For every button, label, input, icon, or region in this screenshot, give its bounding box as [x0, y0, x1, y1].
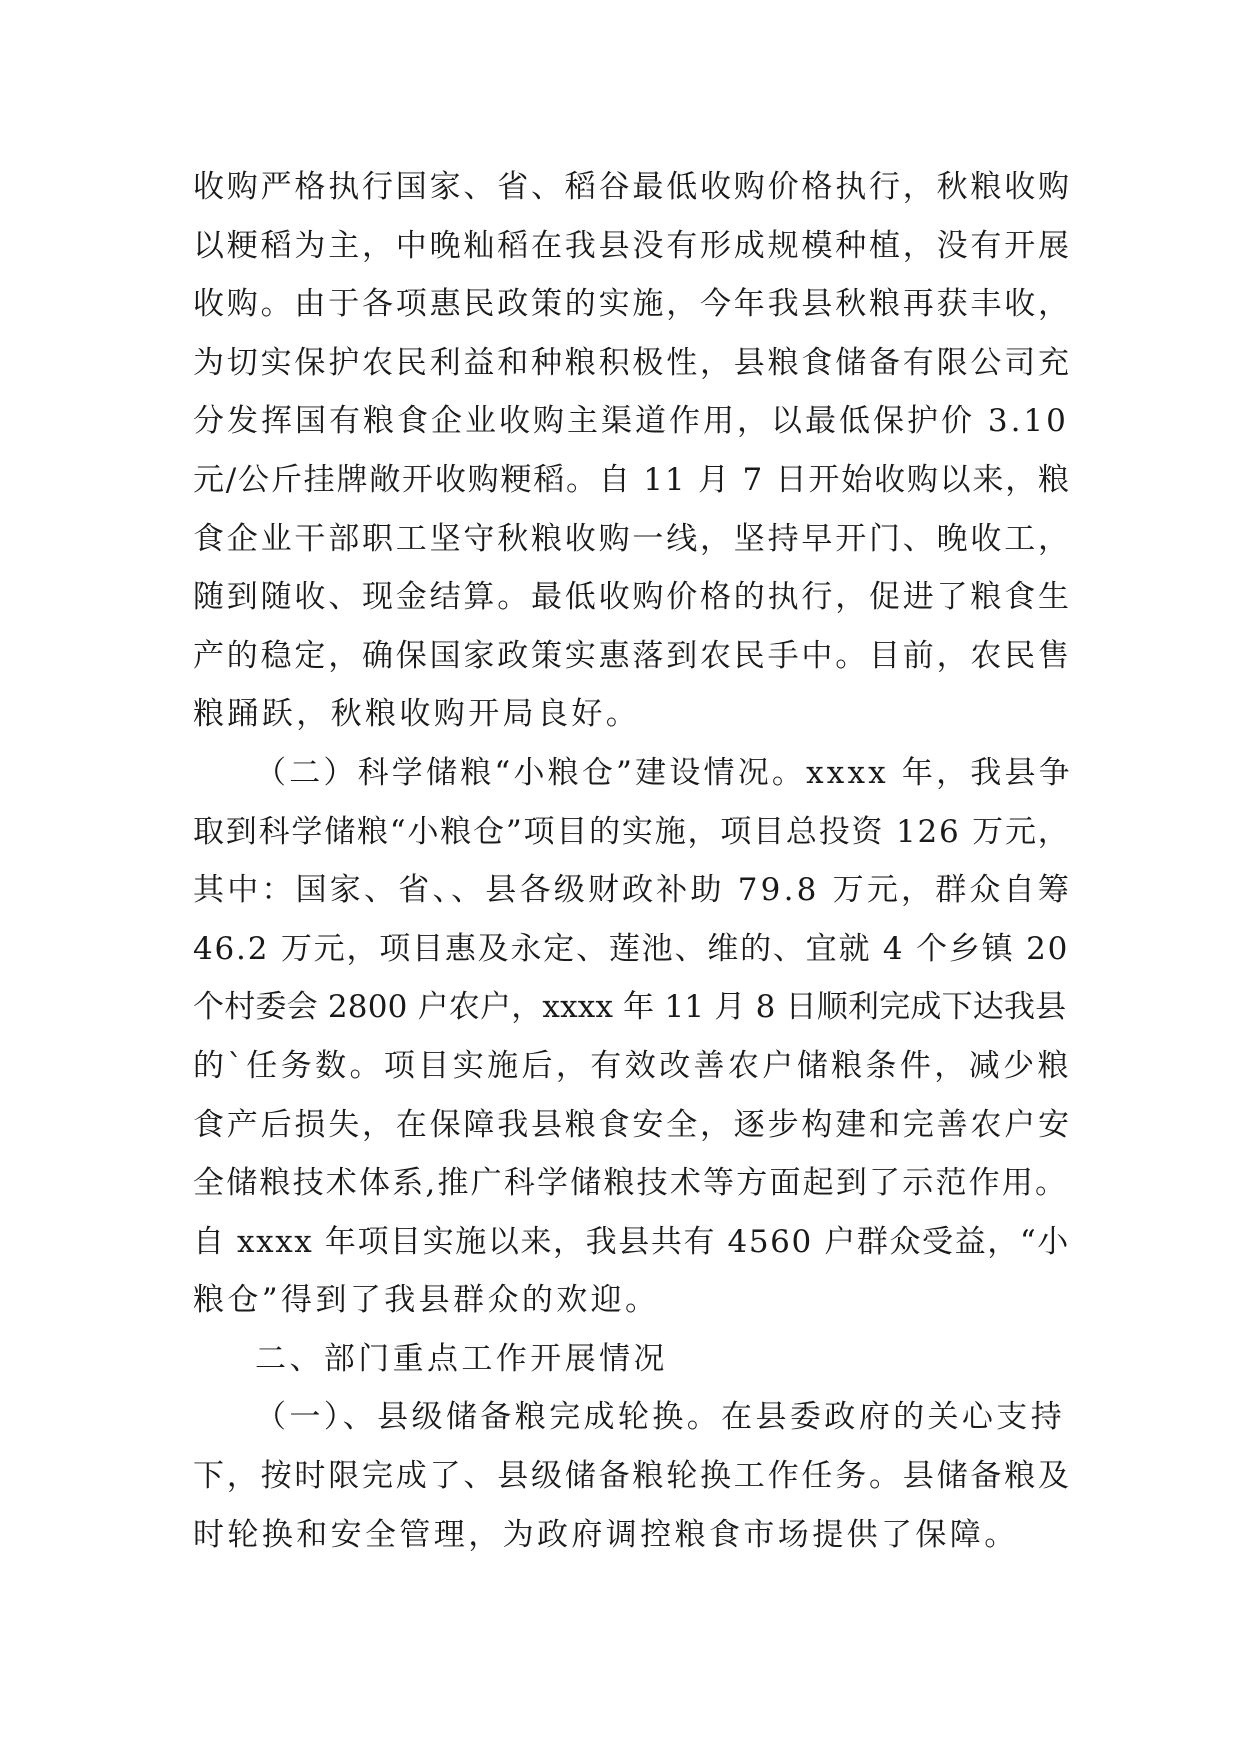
text-line: 产的稳定，确保国家政策实惠落到农民手中。目前，农民售 [193, 637, 1072, 674]
text-line: 粮踊跃，秋粮收购开局良好。 [193, 696, 641, 733]
document-body [193, 158, 1073, 1564]
text-line: 时轮换和安全管理，为政府调控粮食市场提供了保障。 [193, 1516, 1019, 1553]
text-line: 食企业干部职工坚守秋粮收购一线，坚持早开门、晚收工， [193, 520, 1072, 557]
text-line: 全储粮技术体系,推广科学储粮技术等方面起到了示范作用。 [193, 1165, 1069, 1202]
text-line: （二）科学储粮“小粮仓”建设情况。xxxx 年，我县争 [255, 754, 1073, 791]
text-line: 的`任务数。项目实施后，有效改善农户储粮条件，减少粮 [193, 1047, 1072, 1084]
text-line: 随到随收、现金结算。最低收购价格的执行，促进了粮食生 [193, 579, 1072, 616]
text-line: 以粳稻为主，中晚籼稻在我县没有形成规模种植，没有开展 [193, 227, 1072, 264]
text-line: 粮仓”得到了我县群众的欢迎。 [193, 1282, 660, 1319]
text-line: 收购。由于各项惠民政策的实施，今年我县秋粮再获丰收， [193, 286, 1072, 323]
text-line: 取到科学储粮“小粮仓”项目的实施，项目总投资 126 万元， [193, 813, 1071, 850]
text-line: 为切实保护农民利益和种粮积极性，县粮食储备有限公司充 [193, 344, 1072, 381]
text-line: 其中：国家、省、、县各级财政补助 79.8 万元，群众自筹 [193, 872, 1073, 909]
text-line: 元/公斤挂牌敞开收购粳稻。自 11 月 7 日开始收购以来，粮 [193, 461, 1071, 498]
text-line: 食产后损失，在保障我县粮食安全，逐步构建和完善农户安 [193, 1106, 1072, 1143]
text-line: 自 xxxx 年项目实施以来，我县共有 4560 户群众受益，“小 [193, 1223, 1070, 1260]
text-line: （一）、县级储备粮完成轮换。在县委政府的关心支持 [255, 1399, 1066, 1436]
text-line: 二、部门重点工作开展情况 [255, 1340, 668, 1377]
text-line: 46.2 万元，项目惠及永定、莲池、维的、宜就 4 个乡镇 20 [193, 930, 1070, 967]
text-line: 收购严格执行国家、省、稻谷最低收购价格执行，秋粮收购 [193, 169, 1072, 205]
text-line: 下，按时限完成了、县级储备粮轮换工作任务。县储备粮及 [193, 1458, 1072, 1495]
text-line: 个村委会 2800 户农户，xxxx 年 11 月 8 日顺利完成下达我县 [193, 989, 1067, 1026]
text-line: 分发挥国有粮食企业收购主渠道作用，以最低保护价 3.10 [193, 403, 1069, 440]
